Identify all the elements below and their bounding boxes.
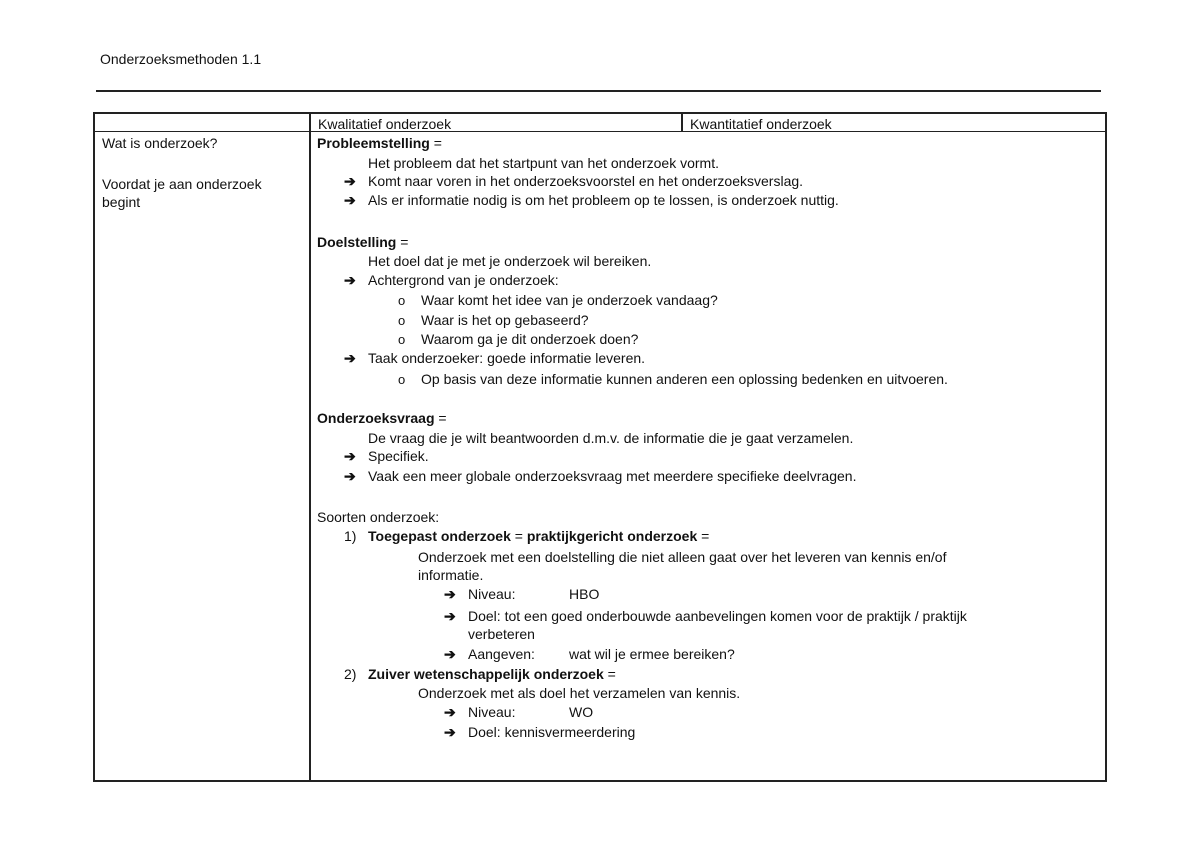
item-1-mid: = bbox=[510, 528, 527, 544]
probleemstelling-heading bbox=[317, 136, 442, 150]
equals: = bbox=[396, 234, 409, 250]
item-1-niveau-label: Niveau: bbox=[468, 586, 516, 602]
item-2-niveau-label: Niveau: bbox=[468, 704, 516, 720]
circle-bullet-icon: o bbox=[398, 293, 406, 308]
doelstelling-point-1: Achtergrond van je onderzoek: bbox=[368, 272, 559, 288]
item-1-niveau-value: HBO bbox=[569, 586, 600, 602]
item-2-heading bbox=[368, 667, 616, 681]
item-1-doel-line1: Doel: tot een goed onderbouwde aanbevelingen komen voor de praktijk / praktijk bbox=[468, 608, 967, 624]
probleemstelling-point-2: Als er informatie nodig is om het probleem op te lossen, is onderzoek nuttig. bbox=[368, 192, 839, 208]
doelstelling-heading bbox=[317, 235, 408, 249]
item-1-definition-line2: informatie. bbox=[418, 567, 484, 583]
arrow-icon: ➔ bbox=[344, 173, 356, 189]
item-1-definition-line1: Onderzoek met een doelstelling die niet alleen gaat over het leveren van kennis en/of bbox=[418, 549, 947, 565]
arrow-icon: ➔ bbox=[444, 704, 456, 720]
arrow-icon: ➔ bbox=[344, 448, 356, 464]
column-divider-header bbox=[681, 114, 683, 132]
left-question-2-line1: Voordat je aan onderzoek bbox=[102, 176, 262, 192]
column-divider-left bbox=[309, 114, 311, 780]
item-2-doel: Doel: kennisvermeerdering bbox=[468, 724, 636, 740]
item-1-doel-line2: verbeteren bbox=[468, 626, 535, 642]
circle-bullet-icon: o bbox=[398, 372, 406, 387]
header-kwantitatief: Kwantitatief onderzoek bbox=[690, 116, 832, 132]
item-1-heading bbox=[368, 529, 709, 543]
probleemstelling-definition: Het probleem dat het startpunt van het onderzoek vormt. bbox=[368, 155, 719, 171]
item-2-niveau-value: WO bbox=[569, 704, 594, 720]
item-1-aangeven-value: wat wil je ermee bereiken? bbox=[569, 646, 735, 662]
doelstelling-subpoint-3: Waarom ga je dit onderzoek doen? bbox=[421, 331, 639, 347]
arrow-icon: ➔ bbox=[344, 272, 356, 288]
equals: = bbox=[603, 666, 616, 682]
arrow-icon: ➔ bbox=[444, 724, 456, 740]
equals: = bbox=[429, 135, 442, 151]
circle-bullet-icon: o bbox=[398, 313, 406, 328]
onderzoeksvraag-definition: De vraag die je wilt beantwoorden d.m.v. de informatie die je gaat verzamelen. bbox=[368, 430, 854, 446]
left-question-2-line2: begint bbox=[102, 194, 141, 210]
item-1-term-a: Toegepast onderzoek bbox=[368, 528, 511, 544]
header-kwalitatief: Kwalitatief onderzoek bbox=[318, 116, 452, 132]
doelstelling-subpoint-4: Op basis van deze informatie kunnen anderen een oplossing bedenken en uitvoeren. bbox=[421, 371, 948, 387]
header-divider bbox=[95, 131, 1105, 132]
arrow-icon: ➔ bbox=[344, 468, 356, 484]
item-2-term: Zuiver wetenschappelijk onderzoek bbox=[368, 666, 604, 682]
doelstelling-definition: Het doel dat je met je onderzoek wil bereiken. bbox=[368, 253, 652, 269]
arrow-icon: ➔ bbox=[444, 608, 456, 624]
arrow-icon: ➔ bbox=[444, 586, 456, 602]
onderzoeksvraag-heading bbox=[317, 411, 447, 425]
soorten-heading: Soorten onderzoek: bbox=[317, 509, 440, 525]
doelstelling-subpoint-2: Waar is het op gebaseerd? bbox=[421, 312, 589, 328]
item-1-aangeven-label: Aangeven: bbox=[468, 646, 535, 662]
onderzoeksvraag-point-1: Specifiek. bbox=[368, 448, 429, 464]
probleemstelling-term: Probleemstelling bbox=[317, 135, 430, 151]
header-rule bbox=[96, 90, 1101, 92]
probleemstelling-point-1: Komt naar voren in het onderzoeksvoorstel en het onderzoeksverslag. bbox=[368, 173, 804, 189]
circle-bullet-icon: o bbox=[398, 332, 406, 347]
item-1-number: 1) bbox=[344, 528, 357, 544]
doelstelling-term: Doelstelling bbox=[317, 234, 397, 250]
left-question-1: Wat is onderzoek? bbox=[102, 135, 218, 151]
page-title: Onderzoeksmethoden 1.1 bbox=[100, 51, 262, 67]
equals: = bbox=[434, 410, 447, 426]
doelstelling-point-2: Taak onderzoeker: goede informatie leveren. bbox=[368, 350, 646, 366]
doelstelling-subpoint-1: Waar komt het idee van je onderzoek vandaag? bbox=[421, 292, 718, 308]
onderzoeksvraag-term: Onderzoeksvraag bbox=[317, 410, 435, 426]
arrow-icon: ➔ bbox=[444, 646, 456, 662]
item-1-term-b: praktijkgericht onderzoek bbox=[526, 528, 698, 544]
item-2-definition: Onderzoek met als doel het verzamelen van kennis. bbox=[418, 685, 741, 701]
arrow-icon: ➔ bbox=[344, 192, 356, 208]
arrow-icon: ➔ bbox=[344, 350, 356, 366]
item-2-number: 2) bbox=[344, 666, 357, 682]
onderzoeksvraag-point-2: Vaak een meer globale onderzoeksvraag met meerdere specifieke deelvragen. bbox=[368, 468, 857, 484]
equals: = bbox=[697, 528, 710, 544]
